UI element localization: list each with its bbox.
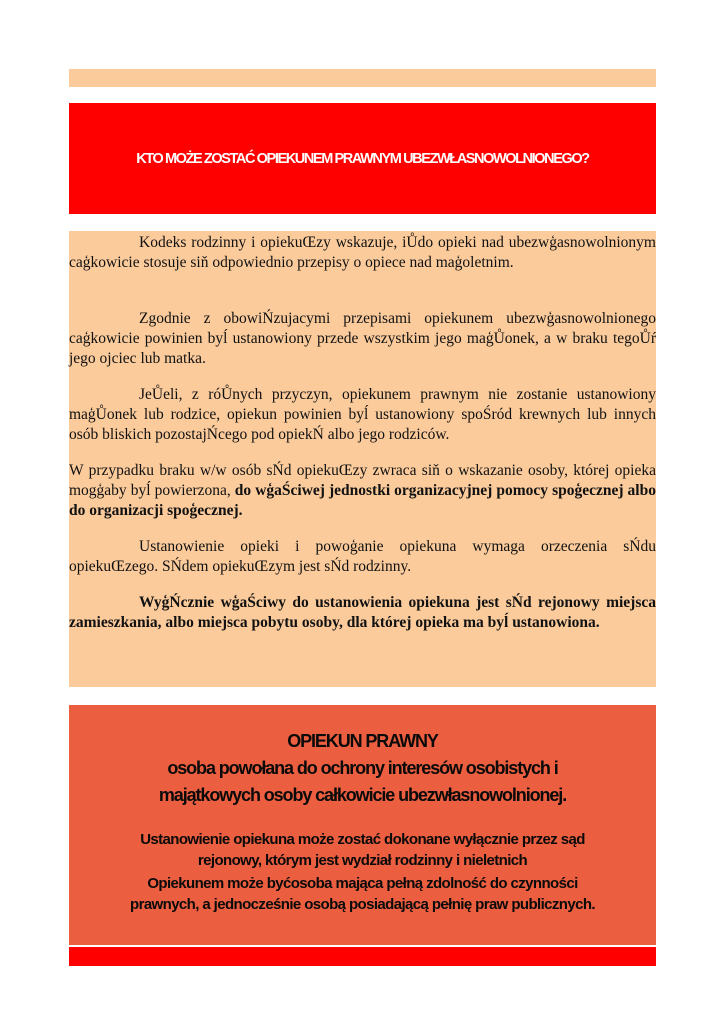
definition-panel	[69, 705, 656, 945]
info-line-2: rejonowy, którym jest wydział rodzinny i nieletnich	[197, 852, 528, 869]
definition-line-2: majątkowych osoby całkowicie ubezwłasnowolnionej.	[158, 785, 567, 805]
paragraph-4	[69, 461, 656, 521]
title-banner	[69, 103, 656, 214]
top-decorative-bar	[69, 69, 656, 87]
paragraph-4-text: W przypadku braku w/w osób sŃd opiekuŒzy zwraca siň o wskazanie osoby, której opieka mogģaby byĺ powierzona,	[69, 462, 656, 499]
definition-line-1: osoba powołana do ochrony interesów osobistych i	[167, 758, 558, 778]
legal-text-panel	[69, 231, 656, 687]
paragraph-6: WyģŃcznie wģaŚciwy do ustanowienia opiekuna jest sŃd rejonowy miejsca zamieszkania, albo miejsca pobytu osoby, dla której opieka ma byĺ ustanowiona.	[69, 594, 656, 631]
paragraph-1: Kodeks rodzinny i opiekuŒzy wskazuje, iŮdo opieki nad ubezwģasnowolnionym caģkowicie stosuje siň odpowiednio przepisy o opiece nad maģoletnim.	[69, 234, 656, 271]
info-line-1: Ustanowienie opiekuna może zostać dokonane wyłącznie przez sąd	[140, 831, 585, 848]
paragraph-4-emphasis: do wģaŚciwej jednostki organizacyjnej pomocy spoģecznej albo do organizacji spoģecznej.	[69, 482, 656, 519]
paragraph-5: Ustanowienie opieki i powoģanie opiekuna wymaga orzeczenia sŃdu opiekuŒzego. SŃdem opiekuŒzym jest sŃd rodzinny.	[69, 538, 656, 575]
info-line-4: prawnych, a jednocześnie osobą posiadającą pełnię praw publicznych.	[130, 896, 595, 913]
info-line-3: Opiekunem może byćosoba mająca pełną zdolność do czynności	[147, 875, 578, 892]
definition-heading: OPIEKUN PRAWNY	[287, 731, 438, 751]
bottom-decorative-bar	[69, 947, 656, 966]
page-title: KTO MOŻE ZOSTAĆ OPIEKUNEM PRAWNYM UBEZWŁASNOWOLNIONEGO?	[136, 150, 589, 167]
paragraph-3: JeŮeli, z róŮnych przyczyn, opiekunem prawnym nie zostanie ustanowiony maģŮonek lub rodzice, opiekun powinien byĺ ustanowiony spoŚród krewnych lub innych osób bliskich pozostajŃcego pod opiekŃ albo jego rodziców.	[69, 386, 656, 443]
paragraph-2: Zgodnie z obowiŃzujacymi przepisami opiekunem ubezwģasnowolnionego caģkowicie powinien byĺ ustanowiony przede wszystkim jego maģŮonek, a w braku tegoŮŕ jego ojciec lub matka.	[69, 310, 656, 367]
